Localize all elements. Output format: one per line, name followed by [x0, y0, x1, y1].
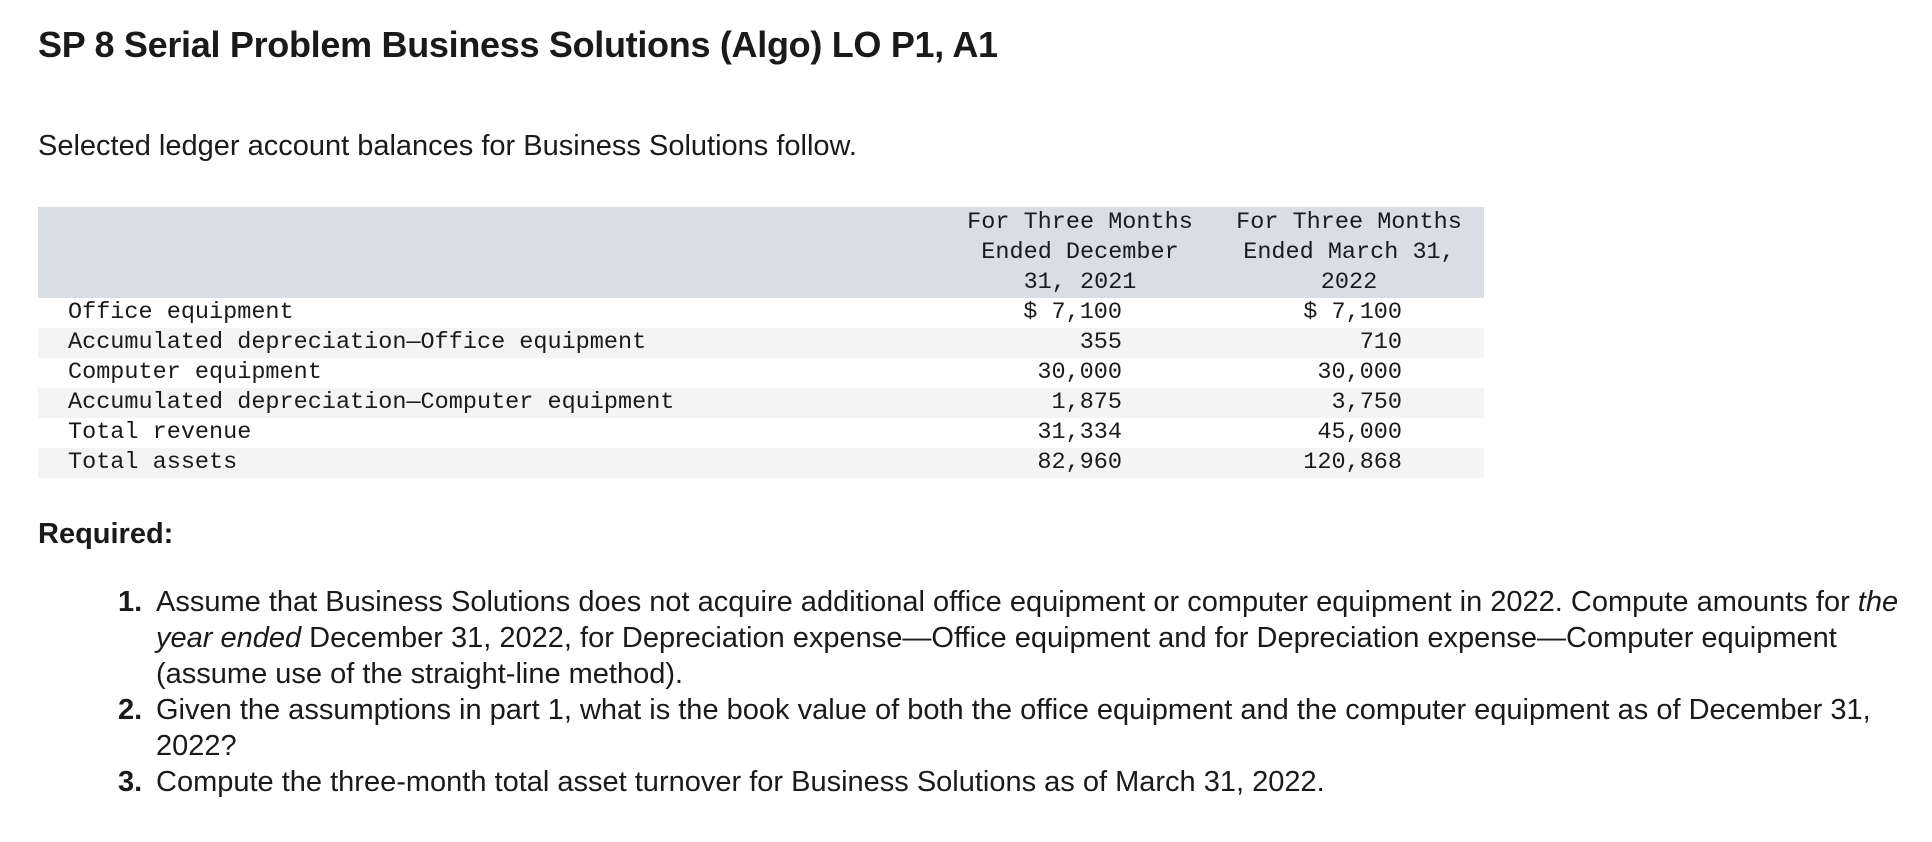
list-item [118, 692, 1932, 764]
balance-dec-2021: 30,000 [1037, 359, 1122, 386]
account-name: Computer equipment [68, 359, 322, 386]
table-row [38, 298, 1484, 328]
balance-mar-2022: 120,868 [1303, 449, 1402, 476]
list-item [118, 584, 1932, 692]
balance-mar-2022: 45,000 [1317, 419, 1402, 446]
account-name: Total assets [68, 449, 238, 476]
balance-mar-2022: 3,750 [1331, 389, 1402, 416]
task-number: 3. [118, 766, 143, 798]
header-mar-2022: For Three Months Ended March 31, 2022 [1236, 209, 1462, 296]
intro-text: Selected ledger account balances for Business Solutions follow. [38, 130, 857, 162]
task-text-continued: December 31, 2022, for Depreciation expense—Office equipment and for Depreciation expense—Computer equipment (assume use of the straight-line method). [156, 622, 1837, 690]
task-number: 1. [118, 586, 143, 618]
task-text: Given the assumptions in part 1, what is the book value of both the office equipment and the computer equipment as of December 31, 2022? [156, 694, 1871, 762]
account-name: Total revenue [68, 419, 252, 446]
balance-mar-2022: $ 7,100 [1303, 299, 1402, 326]
balance-dec-2021: $ 7,100 [1023, 299, 1122, 326]
required-heading: Required: [38, 518, 174, 550]
task-number: 2. [118, 694, 143, 726]
balance-dec-2021: 355 [1079, 329, 1122, 356]
ledger-table [38, 207, 1484, 478]
task-text: Assume that Business Solutions does not acquire additional office equipment or computer equipment in 2022. Compute amounts for [156, 586, 1858, 618]
task-text: Compute the three-month total asset turnover for Business Solutions as of March 31, 2022. [156, 766, 1325, 798]
account-name: Accumulated depreciation—Office equipment [68, 329, 647, 356]
table-row [38, 388, 1484, 418]
required-tasks-list [118, 584, 1932, 800]
table-row [38, 328, 1484, 358]
balance-dec-2021: 82,960 [1037, 449, 1122, 476]
account-name: Accumulated depreciation—Computer equipment [68, 389, 675, 416]
header-label-cell [38, 207, 946, 298]
table-row [38, 418, 1484, 448]
balance-dec-2021: 31,334 [1037, 419, 1122, 446]
table-row [38, 448, 1484, 478]
problem-title: SP 8 Serial Problem Business Solutions (Algo) LO P1, A1 [38, 24, 998, 65]
balance-mar-2022: 30,000 [1317, 359, 1402, 386]
balance-dec-2021: 1,875 [1051, 389, 1122, 416]
list-item [118, 764, 1932, 800]
task-text-emphasis: the year ended [156, 586, 1899, 654]
account-name: Office equipment [68, 299, 294, 326]
balance-mar-2022: 710 [1359, 329, 1402, 356]
header-dec-2021: For Three Months Ended December 31, 2021 [967, 209, 1193, 296]
ledger-header-row [38, 207, 1484, 298]
table-row [38, 358, 1484, 388]
